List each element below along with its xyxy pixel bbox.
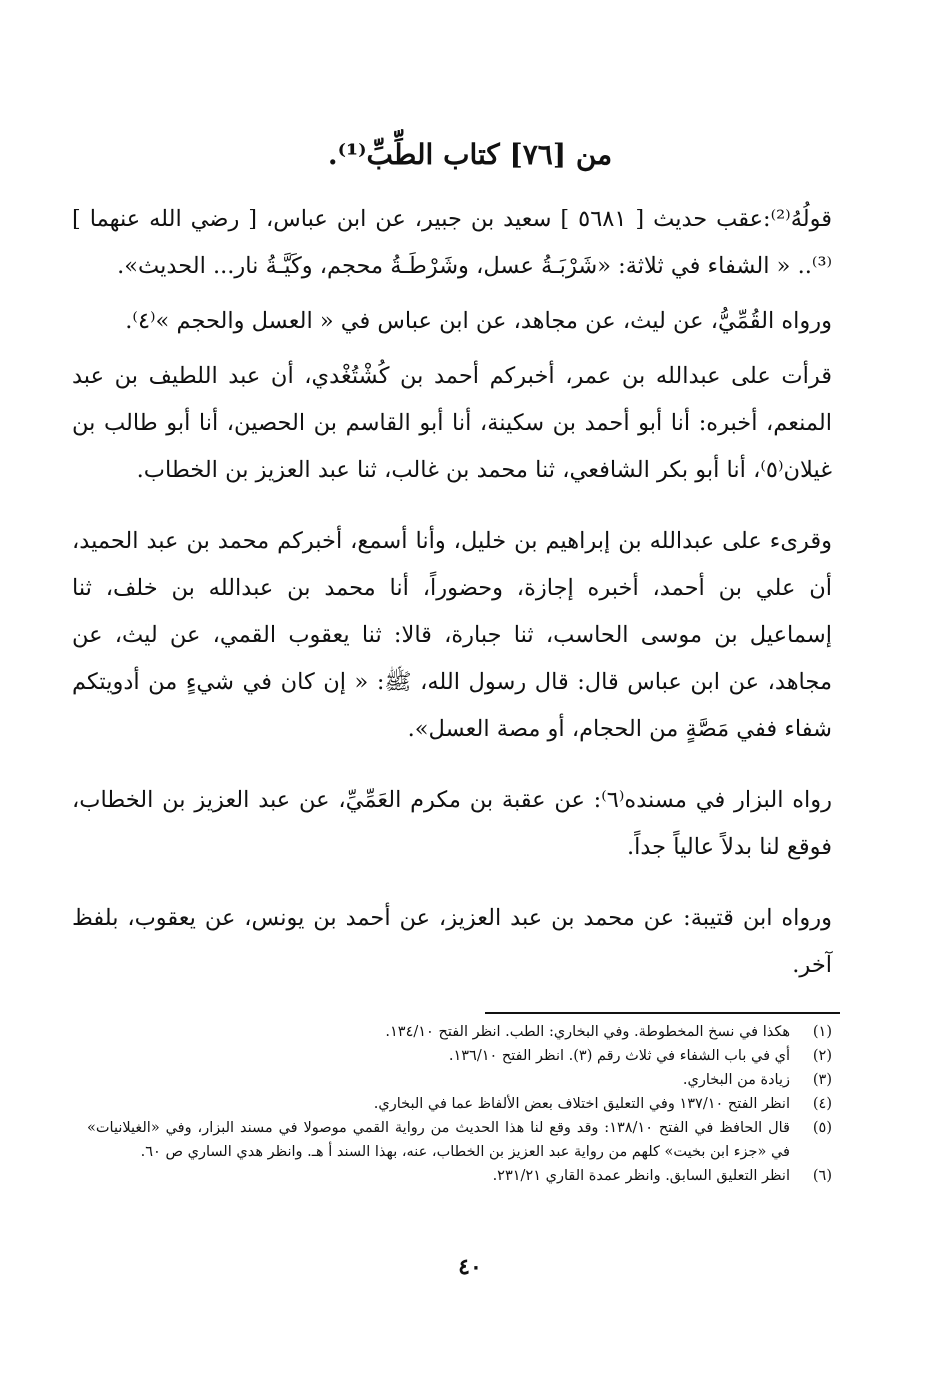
page-number: ٤٠ — [458, 1254, 482, 1280]
footnote-text: انظر التعليق السابق. وانظر عمدة القاري ٢٣١/٢١. — [492, 1168, 790, 1184]
footnote — [87, 1164, 832, 1188]
footnote-text: انظر الفتح ١٣٧/١٠ وفي التعليق اختلاف بعض الألفاظ عما في البخاري. — [373, 1096, 790, 1112]
footnotes — [87, 1020, 832, 1188]
paragraph-3: قرأت على عبدالله بن عمر، أخبركم أحمد بن كُشْتُغْدي، أن عبد اللطيف بن عبد المنعم، أخبره: أنا أبو أحمد بن سكينة، أنا أبو القاسم بن الحصين، أنا أبو طالب بن غيلان⁽٥⁾، أنا أبو بكر الشافعي، ثنا محمد بن غالب، ثنا عبد العزيز بن الخطاب. — [72, 363, 832, 483]
footnote-number: (٦) — [812, 1168, 832, 1184]
footnote — [87, 1116, 832, 1164]
footnote-text: قال الحافظ في الفتح ١٣٨/١٠: وقد وقع لنا هذا الحديث من رواية القمي موصولا في مسند البزار، وفي «الغيلانيات» في «جزء ابن بخيت» كلهم من رواية عبد العزيز بن الخطاب، عنه، بهذا السند أ هـ. وانظر هدي الساري ص ٦٠. — [87, 1120, 790, 1160]
paragraph-5: رواه البزار في مسنده⁽٦⁾: عن عقبة بن مكرم العَمِّيِّ، عن عبد العزيز بن الخطاب، فوقع لنا بدلاً عالياً جداً. — [72, 787, 832, 860]
footnote-text: أي في باب الشفاء في ثلاث رقم (٣). انظر الفتح ١٣٦/١٠. — [448, 1048, 790, 1064]
footnote-number: (٢) — [812, 1048, 832, 1064]
footnote — [87, 1068, 832, 1092]
footnote-divider — [485, 1012, 840, 1014]
footnote-text: زيادة من البخاري. — [682, 1072, 790, 1088]
paragraph-4: وقرىء على عبدالله بن إبراهيم بن خليل، وأنا أسمع، أخبركم محمد بن عبد الحميد، أن علي بن أحمد، أخبره إجازة، وحضوراً، أنا محمد بن عبدالله بن خلف، ثنا إسماعيل بن موسى الحاسب، ثنا جبارة، قالا: ثنا يعقوب القمي، عن ليث، عن مجاهد، عن ابن عباس قال: قال رسول الله، ﷺ: « إن كان في شيءٍ من أدويتكم شفاء ففي مَصَّةٍ من الحجام، أو مصة العسل». — [72, 528, 832, 742]
chapter-title: من [٧٦] كتاب الطِّبِّ⁽¹⁾. — [327, 138, 613, 171]
footnote-text: هكذا في نسخ المخطوطة. وفي البخاري: الطب. انظر الفتح ١٣٤/١٠. — [385, 1024, 790, 1040]
main-text — [72, 196, 832, 989]
footnote — [87, 1020, 832, 1044]
footnote-number: (٤) — [812, 1096, 832, 1112]
footnote — [87, 1092, 832, 1116]
footnote-number: (٥) — [812, 1120, 832, 1136]
footnote — [87, 1044, 832, 1068]
paragraph-1: قولُهُ⁽²⁾:عقب حديث [ ٥٦٨١ ] سعيد بن جبير، عن ابن عباس، [ رضي الله عنهما ]⁽³⁾.. « الشفاء في ثلاثة: «شَرْبَـةُ عسل، وشَرْطَـةُ محجم، وكَيَّـةُ نار... الحديث». — [72, 206, 832, 279]
footnote-number: (١) — [812, 1024, 832, 1040]
paragraph-2: ورواه القُمِّيُّ، عن ليث، عن مجاهد، عن ابن عباس في « العسل والحجم »⁽٤⁾. — [125, 308, 832, 334]
paragraph-6: ورواه ابن قتيبة: عن محمد بن عبد العزيز، عن أحمد بن يونس، عن يعقوب، بلفظ آخر. — [72, 905, 832, 978]
footnote-number: (٣) — [812, 1072, 832, 1088]
